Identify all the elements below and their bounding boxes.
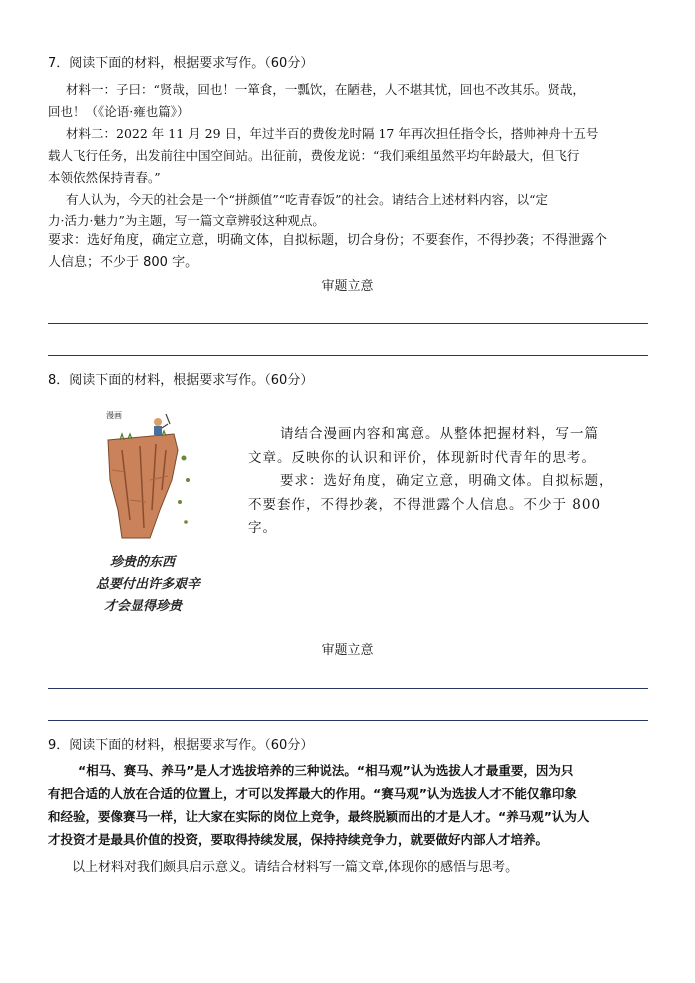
q7-line: 有人认为，今天的社会是一个“拼颜值”“吃青春饭”的社会。请结合上述材料内容，以“定 (66, 192, 548, 207)
q8-answer-line (48, 720, 648, 721)
q7-line: 力·活力·魅力”为主题，写一篇文章辨驳这种观点。 (48, 213, 325, 228)
q7-answer-line (48, 323, 648, 324)
q7-requirement: 人信息；不少于 800 字。 (48, 255, 199, 270)
q7-section-label: 审题立意 (321, 279, 374, 294)
q7-line: 载人飞行任务，出发前往中国空间站。出征前，费俊龙说：“我们乘组虽然平均年龄最大，但飞行 (48, 148, 580, 163)
q7-line: 材料一：子曰：“贤哉，回也！一箪食，一瓢饮，在陋巷，人不堪其忧，回也不改其乐。贤哉， (66, 82, 585, 97)
comic-tag: 漫画 (106, 411, 122, 420)
comic-caption-line: 总要付出许多艰辛 (96, 577, 201, 592)
q8-answer-line (48, 688, 648, 689)
q8-line: 不要套作，不得抄袭，不得泄露个人信息。不少于 800 (248, 497, 602, 513)
q9-line: 和经验，要像赛马一样，让大家在实际的岗位上竞争，最终脱颖而出的才是人才。“养马观”认为人 (48, 809, 590, 824)
q8-line: 要求：选好角度，确定立意，明确文体。自拟标题， (280, 473, 614, 489)
q8-line: 字。 (248, 520, 277, 536)
q8-line: 请结合漫画内容和寓意。从整体把握材料，写一篇 (280, 426, 599, 442)
q7-requirement: 要求：选好角度，确定立意，明确文体，自拟标题，切合身份；不要套作，不得抄袭；不得泄露个 (48, 233, 608, 248)
q9-line: 才投资才是最具价值的投资，要取得持续发展，保持持续竞争力，就要做好内部人才培养。 (48, 832, 549, 847)
q7-line: 本领依然保持青春。” (48, 170, 161, 185)
q7-heading: 7．阅读下面的材料，根据要求写作。（60分） (48, 56, 314, 71)
q8-line: 文章。反映你的认识和评价，体现新时代青年的思考。 (248, 450, 596, 466)
q9-line: “相马、赛马、养马”是人才选拔培养的三种说法。“相马观”认为选拔人才最重要，因为只 (78, 763, 574, 778)
q7-answer-line (48, 355, 648, 356)
q7-line: 回也！（《论语·雍也篇》） (48, 104, 190, 119)
comic-caption-line: 才会显得珍贵 (104, 599, 183, 614)
q8-heading: 8．阅读下面的材料，根据要求写作。（60分） (48, 373, 314, 388)
q8-section-label: 审题立意 (321, 643, 374, 658)
q9-line: 有把合适的人放在合适的位置上，才可以发挥最大的作用。“赛马观”认为选拔人才不能仅靠印象 (48, 786, 577, 801)
q9-heading: 9．阅读下面的材料，根据要求写作。（60分） (48, 738, 314, 753)
comic-caption-line: 珍贵的东西 (110, 555, 176, 570)
q9-prompt: 以上材料对我们颇具启示意义。请结合材料写一篇文章,体现你的感悟与思考。 (72, 860, 519, 875)
comic-illustration (96, 410, 228, 615)
q7-line: 材料二：2022 年 11 月 29 日，年过半百的费俊龙时隔 17 年再次担任指令长，搭帅神舟十五号 (66, 126, 599, 141)
